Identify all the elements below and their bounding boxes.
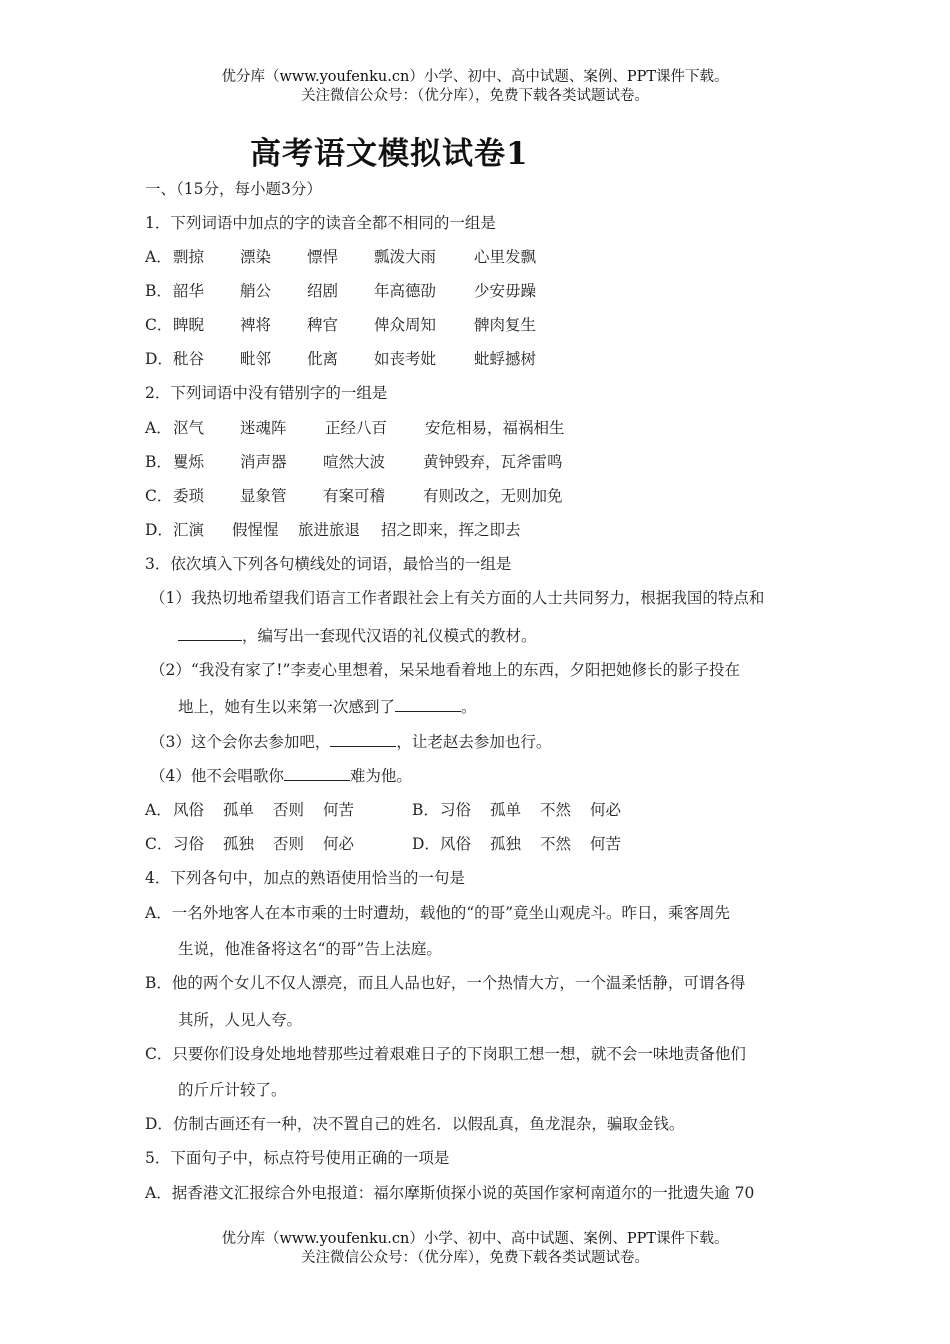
- q4-option-c-cont: 的斤斤计较了。: [178, 1081, 287, 1099]
- question-3-stem: 3．依次填入下列各句横线处的词语，最恰当的一组是: [145, 555, 512, 573]
- blank: [330, 732, 396, 747]
- q2-option-b: B．矍烁 消声器 喧然大波 黄钟毁弃，瓦斧雷鸣: [145, 453, 563, 471]
- question-1-stem: 1．下列词语中加点的字的读音全都不相同的一组是: [145, 214, 496, 232]
- header-line-1: 优分库（www.youfenku.cn）小学、初中、高中试题、案例、PPT课件下载。: [221, 69, 729, 85]
- q1-option-b: B．韶华 艄公 绍剧 年高德劭 少安毋躁: [145, 282, 537, 300]
- header-line-2: 关注微信公众号：（优分库），免费下载各类试题试卷。: [301, 88, 649, 104]
- footer-line-1: 优分库（www.youfenku.cn）小学、初中、高中试题、案例、PPT课件下载。: [221, 1231, 729, 1247]
- q3-options-cd: C．习俗 孤独 否则 何必 D．风俗 孤独 不然 何苦: [145, 835, 622, 853]
- page-footer: [0, 1230, 950, 1268]
- q4-option-c: C．只要你们设身处地地替那些过着艰难日子的下岗职工想一想，就不会一味地责备他们: [145, 1045, 746, 1063]
- q3-sentence-2-cont: 地上，她有生以来第一次感到了 。: [178, 698, 477, 716]
- q4-option-a-cont: 生说，他准备将这名“的哥”告上法庭。: [178, 940, 442, 958]
- q1-option-a: A．剽掠 漂染 慓悍 瓢泼大雨 心里发飘: [145, 248, 537, 266]
- q3-sentence-1: （1）我热切地希望我们语言工作者跟社会上有关方面的人士共同努力，根据我国的特点和: [150, 589, 765, 607]
- q3-sentence-2: （2）“我没有家了!”李麦心里想着，呆呆地看着地上的东西，夕阳把她修长的影子投在: [150, 661, 740, 679]
- question-4-stem: 4．下列各句中，加点的熟语使用恰当的一句是: [145, 869, 465, 887]
- question-2-stem: 2．下列词语中没有错别字的一组是: [145, 384, 388, 402]
- q3-sentence-4: （4）他不会唱歌你 难为他。: [150, 767, 412, 785]
- q1-option-d: D．秕谷 毗邻 仳离 如丧考妣 蚍蜉撼树: [145, 350, 537, 368]
- q4-option-a: A．一名外地客人在本市乘的士时遭劫，载他的“的哥”竟坐山观虎斗。昨日，乘客周先: [145, 904, 731, 922]
- section-heading: 一、（15分，每小题3分）: [145, 180, 322, 198]
- blank: [178, 626, 242, 641]
- q4-option-d: D．仿制古画还有一种，决不置自己的姓名．以假乱真，鱼龙混杂，骗取金钱。: [145, 1115, 685, 1133]
- q3-sentence-3: （3）这个会你去参加吧， ，让老赵去参加也行。: [150, 733, 552, 751]
- q2-option-a: A．沤气 迷魂阵 正经八百 安危相易，福祸相生: [145, 419, 565, 437]
- q4-option-b-cont: 其所，人见人夸。: [178, 1011, 303, 1029]
- q3-options-ab: A．风俗 孤单 否则 何苦 B．习俗 孤单 不然 何必: [145, 801, 622, 819]
- q3-sentence-1-cont: ，编写出一套现代汉语的礼仪模式的教材。: [178, 624, 537, 646]
- question-5-stem: 5．下面句子中，标点符号使用正确的一项是: [145, 1149, 450, 1167]
- page-title: 高考语文模拟试卷1: [250, 136, 529, 172]
- q2-option-d: D．汇演 假惺惺 旅进旅退 招之即来，挥之即去: [145, 521, 521, 539]
- footer-line-2: 关注微信公众号：（优分库），免费下载各类试题试卷。: [301, 1250, 649, 1266]
- blank: [284, 766, 350, 781]
- blank: [395, 697, 461, 712]
- page-header: [0, 68, 950, 106]
- q4-option-b: B．他的两个女儿不仅人漂亮，而且人品也好，一个热情大方，一个温柔恬静，可谓各得: [145, 974, 746, 992]
- q5-option-a: A．据香港文汇报综合外电报道：福尔摩斯侦探小说的英国作家柯南道尔的一批遗失逾 70: [145, 1184, 755, 1202]
- q2-option-c: C．委琐 显象管 有案可稽 有则改之，无则加免: [145, 487, 563, 505]
- q1-option-c: C．睥睨 裨将 稗官 俾众周知 髀肉复生: [145, 316, 537, 334]
